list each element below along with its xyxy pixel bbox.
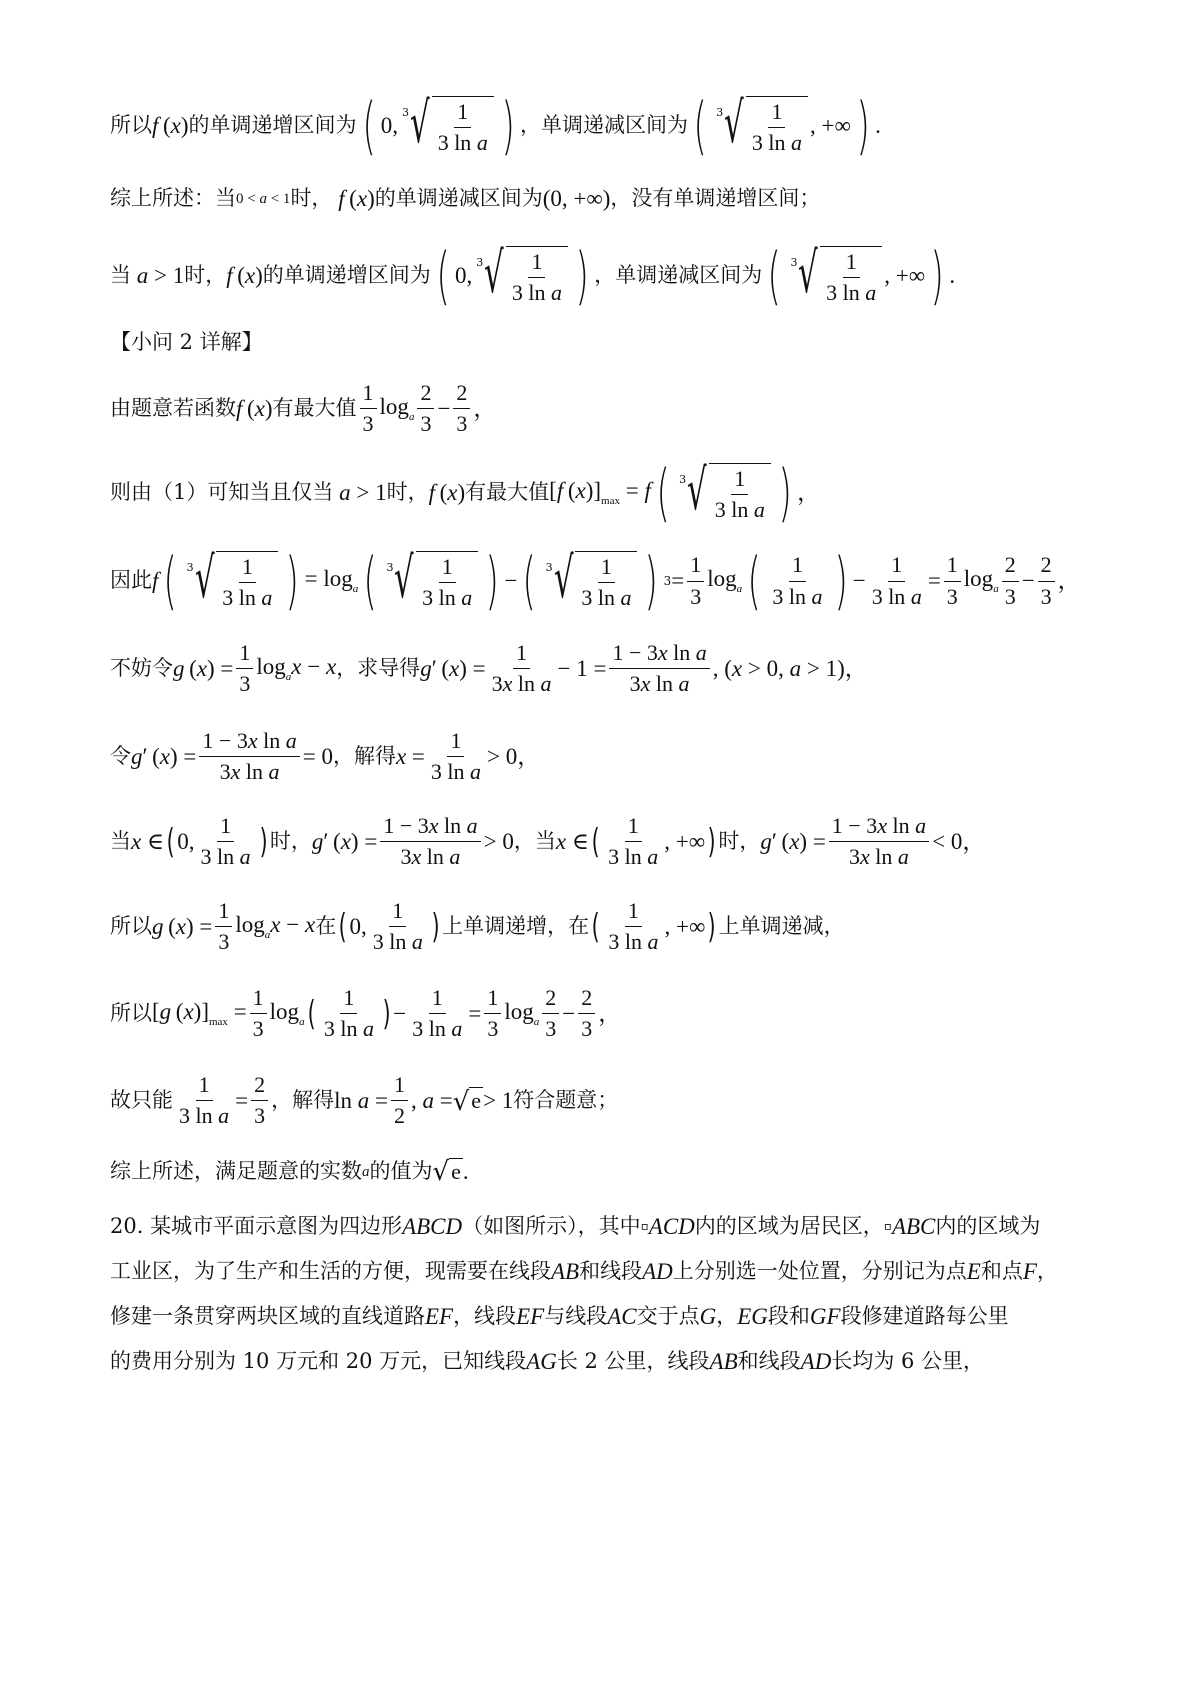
text: 故只能: [110, 1088, 173, 1113]
line-define-g: 不妨令 g (x) = $\frac{1}{3}$ $\log_ax - x$ ，求导得 g′ (x) = $\frac{1}{\text{3x ln a}}$ − 1 = $\frac{\text{1 − 3x ln a}}{\text{3x ln a}}$ , (x > 0, a > 1)，: [110, 640, 868, 697]
text: 段和: [767, 1304, 810, 1329]
line-summary-1: 综上所述：当 0 < a < 1 时， f (x) 的单调递减区间为 (0, +∞) ，没有单调递增区间；: [110, 186, 821, 211]
text: ，: [716, 1304, 738, 1329]
text: 交于点: [636, 1304, 700, 1329]
text: 的费用分别为 10 万元和 20 万元，已知线段: [110, 1349, 527, 1374]
problem-20-line-1: 20. 某城市平面示意图为四边形 ABCD （如图所示），其中 ▫ACD 内的区域为居民区， ▫ABC 内的区域为: [110, 1214, 1041, 1239]
text: ，单调递减区间为: [594, 263, 763, 288]
text: 所以: [110, 113, 152, 138]
text: 上单调递减，: [718, 914, 845, 939]
text: 20. 某城市平面示意图为四边形: [110, 1214, 403, 1239]
text: 时，: [269, 829, 312, 854]
text: 上分别选一处位置，分别记为点: [672, 1259, 967, 1284]
problem-20-line-2: 工业区，为了生产和生活的方便，现需要在线段 AB 和线段 AD 上分别选一处位置，分别记为点 E 和点 F ，: [110, 1259, 1058, 1284]
line-max-value: 由题意若函数 f (x) 有最大值 $\frac{1}{3}$ $\log_a$ $\frac{2}{3}$ − $\frac{2}{3}$ ，: [110, 380, 497, 437]
line-condition: 则由（1）可知当且仅当 a > 1 时， f (x) 有最大值 [f $(x)]_{max} = f$ ( 3 √ $\frac{1}{\text{3 ln a}}$ ) ，: [110, 456, 821, 529]
text: 所以: [110, 1001, 152, 1026]
text: 的单调递减区间为: [374, 186, 543, 211]
text: 长均为 6 公里，: [831, 1349, 985, 1374]
text: 则由（1）可知当且仅当: [110, 480, 334, 505]
section-heading: [110, 330, 263, 355]
text: 内的区域为: [935, 1214, 1041, 1239]
text: 内的区域为居民区，: [694, 1214, 884, 1239]
text: 的值为: [369, 1159, 433, 1184]
line-conclusion: 综上所述，满足题意的实数 a 的值为 √ e .: [110, 1157, 469, 1188]
text: ，求导得: [336, 656, 421, 681]
text: ，当: [513, 829, 556, 854]
text: ，解得: [332, 744, 396, 769]
text: 段修建道路每公里: [840, 1304, 1009, 1329]
text: ，: [1036, 1259, 1058, 1284]
text: 时，: [386, 480, 429, 505]
text: 时，: [184, 263, 227, 288]
text: ，线段: [453, 1304, 517, 1329]
text: 时，: [718, 829, 761, 854]
text: 有最大值: [465, 480, 550, 505]
text: （如图所示），其中: [462, 1214, 641, 1239]
text: 所以: [110, 914, 152, 939]
text: ，没有单调递增区间；: [610, 186, 821, 211]
text: 因此: [110, 568, 152, 593]
line-set-derivative: 令 g′ (x) = $\frac{\text{1 − 3x ln a}}{\text{3x ln a}}$ = 0 ，解得 x = $\frac{1}{\text{3 ln a}}$ > 0，: [110, 728, 541, 785]
line-sign-analysis: 当 x ∈ ( 0, $\frac{1}{\text{3 ln a}}$ ) 时， g′ (x) = $\frac{\text{1 − 3x ln a}}{\text{3x ln a}}$ > 0 ，当 x ∈ ( $\frac{1}{\text{3 ln a}}$ , +∞ ) 时， g′ (x) = $\frac{\text{1 − 3x ln a}}{\text{3x ln a}}$ < 0，: [110, 813, 986, 870]
text: 符合题意；: [513, 1088, 619, 1113]
text: 上单调递增，在: [442, 914, 590, 939]
text: 由题意若函数: [110, 396, 236, 421]
text: 和点: [980, 1259, 1023, 1284]
text: 修建一条贯穿两块区域的直线道路: [110, 1304, 425, 1329]
text: ，单调递减区间为: [520, 113, 689, 138]
text: 长 2 公里，线段: [556, 1349, 710, 1374]
text: ，解得: [271, 1088, 335, 1113]
line-solve: 故只能 $\frac{1}{\text{3 ln a}}$ = $\frac{2}{3}$ ，解得 ln a = $\frac{1}{2}$ , a = √ e > 1 符合题意；: [110, 1072, 619, 1129]
text: 当: [110, 263, 131, 288]
text: 和线段: [737, 1349, 801, 1374]
text: 令: [110, 744, 131, 769]
problem-20-line-4: 的费用分别为 10 万元和 20 万元，已知线段 AG 长 2 公里，线段 AB 和线段 AD 长均为 6 公里，: [110, 1349, 985, 1374]
line-summary-2: 当 a > 1 时， f (x) 的单调递增区间为 ( 0, 3 √ $\frac{1}{\text{3 ln a}}$ ) ，单调递减区间为 ( 3 √ $\frac{1}{\text{3 ln a}}$ , +∞ ) .: [110, 239, 956, 312]
line-increasing-interval: 所以 f (x) 的单调递增区间为 ( 0, 3 √ $\frac{1}{\text{3 ln a}}$ ) ，单调递减区间为 ( 3 √ $\frac{1}{\text{3 ln a}}$ , +∞ ) .: [110, 89, 881, 162]
text: 时，: [290, 186, 333, 211]
text: 与线段: [544, 1304, 608, 1329]
text: 当: [110, 829, 131, 854]
text: 综上所述，满足题意的实数: [110, 1159, 362, 1184]
problem-20-line-3: 修建一条贯穿两块区域的直线道路 EF ，线段 EF 与线段 AC 交于点 G ， EG 段和 GF 段修建道路每公里: [110, 1304, 1009, 1329]
line-g-max: 所以 [g $(x)]_{max}$ = $\frac{1}{3}$ $\log_a$ ( $\frac{1}{\text{3 ln a}}$ ) − $\frac{1}{\text{3 ln a}}$ = $\frac{1}{3}$ $\log_a$ $\frac{2}{3}$ − $\frac{2}{3}$ ，: [110, 985, 622, 1042]
line-therefore: 因此 f ( 3 √ $\frac{1}{\text{3 ln a}}$ ) = $\log_a$ ( 3 √ $\frac{1}{\text{3 ln a}}$ ) − ( 3 √ $\frac{1}{\text{3 ln a}}$ ) 3 = $\frac{1}{3}$ $\log_a$ ( $\frac{1}{\text{3 ln a}}$ ) − $\frac{1}{\text{3 ln a}}$ = $\frac{1}{3}$ $\log_a$ $\frac{2}{3}$ − $\frac{2}{3}$ ，: [110, 544, 1081, 617]
text: 和线段: [579, 1259, 643, 1284]
text: 在: [315, 914, 337, 939]
heading-text: 【小问 2 详解】: [110, 330, 263, 354]
text: 的单调递增区间为: [188, 113, 357, 138]
text: 有最大值: [272, 396, 357, 421]
text: 综上所述：当: [110, 186, 236, 211]
text: 工业区，为了生产和生活的方便，现需要在线段: [110, 1259, 551, 1284]
text: 的单调递增区间为: [262, 263, 431, 288]
line-monotonicity: 所以 g (x) = $\frac{1}{3}$ $\log_ax - x$ 在 ( 0, $\frac{1}{\text{3 ln a}}$ ) 上单调递增，在 ( $\frac{1}{\text{3 ln a}}$ , +∞ ) 上单调递减，: [110, 898, 845, 955]
text: 不妨令: [110, 656, 173, 681]
